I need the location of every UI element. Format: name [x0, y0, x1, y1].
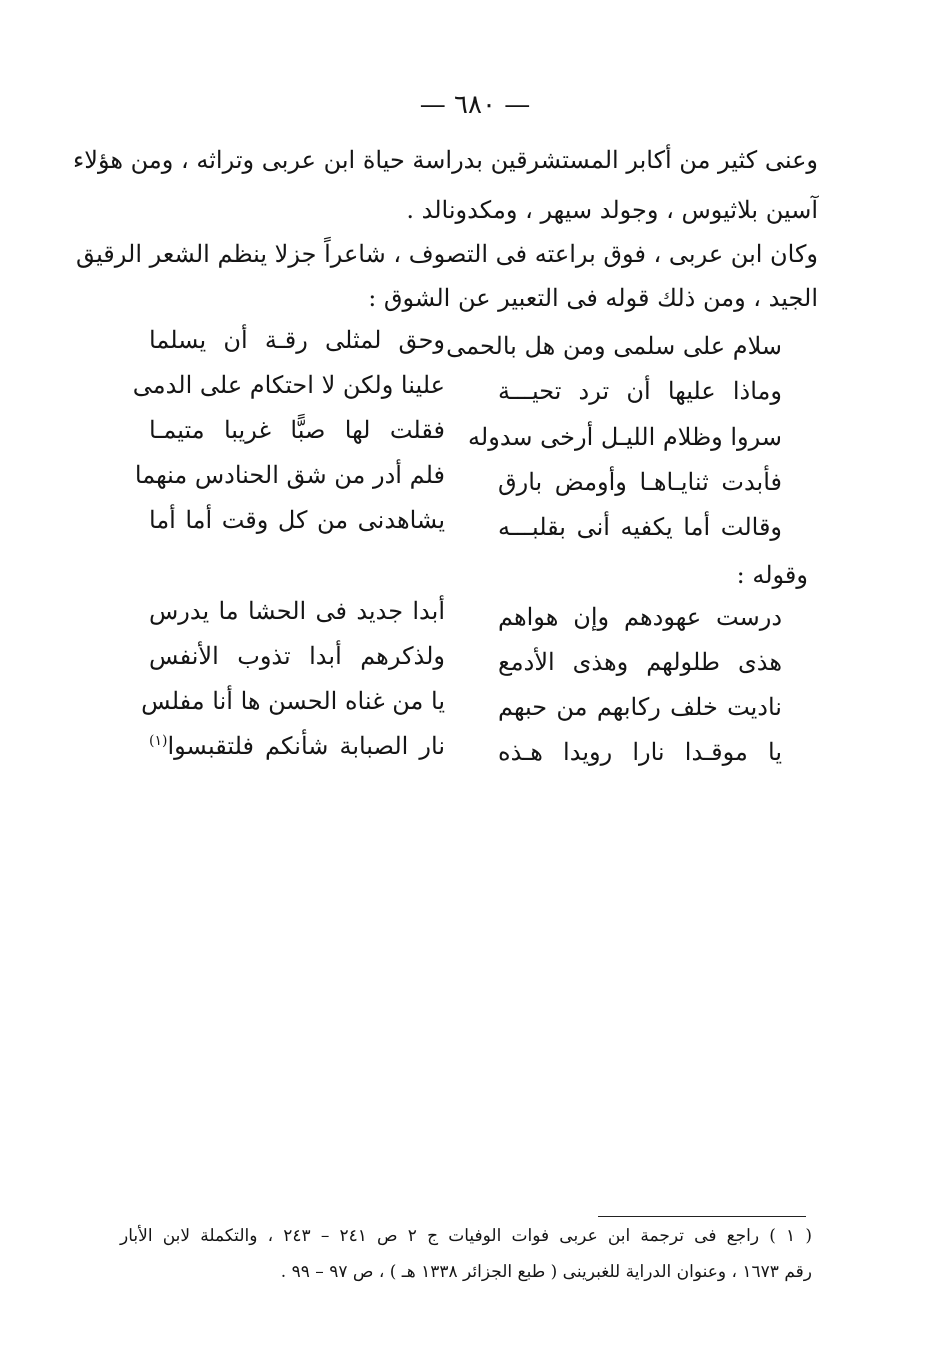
- poem-hemistich-second: يشاهدنى من كل وقت أما أما: [149, 506, 445, 534]
- poem-hemistich-first: هذى طلولهم وهذى الأدمع: [498, 648, 782, 676]
- poem-hemistich-second: وحق لمثلى رقـة أن يسلما: [149, 326, 445, 354]
- poem-intro: وقوله :: [736, 561, 808, 589]
- poem-hemistich-second: [149, 734, 445, 758]
- prose-line: الجيد ، ومن ذلك قوله فى التعبير عن الشوق :: [368, 284, 818, 312]
- poem-hemistich-first: سلام على سلمى ومن هل بالحمى: [446, 332, 782, 360]
- footnote-divider: [598, 1216, 806, 1217]
- poem-hemistich-second: فلم أدر من شق الحنادس منهما: [134, 461, 445, 489]
- footnote-marker: (١): [149, 733, 168, 749]
- poem-hemistich-second: فقلت لها صبًّا غريبا متيمـا: [149, 416, 445, 444]
- page-number: — ٦٨٠ —: [419, 90, 531, 120]
- footnote-line: رقم ١٦٧٣ ، وعنوان الدراية للغبرينى ( طبع الجزائر ١٣٣٨ هـ ) ، ص ٩٧ – ٩٩ .: [280, 1262, 812, 1282]
- prose-line: آسين بلاثيوس ، وجولد سيهر ، ومكدونالد .: [406, 196, 818, 224]
- poem-hemistich-second: علينا ولكن لا احتكام على الدمى: [132, 371, 445, 399]
- poem-hemistich-first: وماذا عليها أن ترد تحيـــة: [498, 377, 782, 405]
- prose-line: وعنى كثير من أكابر المستشرقين بدراسة حياة ابن عربى وتراثه ، ومن هؤلاء: [72, 146, 818, 174]
- poem-hemistich-first: ناديت خلف ركابهم من حبهم: [498, 693, 782, 721]
- poem-hemistich-second: يا من غناه الحسن ها أنا مفلس: [141, 687, 445, 715]
- poem-hemistich-second: أبدا جديد فى الحشا ما يدرس: [149, 597, 445, 625]
- poem-hemistich-first: درست عهودهم وإن هواهم: [498, 603, 782, 631]
- prose-line: وكان ابن عربى ، فوق براعته فى التصوف ، شاعراً جزلا ينظم الشعر الرقيق: [76, 240, 818, 268]
- poem-hemistich-first: يا موقـدا نارا رويدا هـذه: [498, 738, 782, 766]
- poem-hemistich-second: ولذكرهم أبدا تذوب الأنفس: [149, 642, 445, 670]
- poem-hemistich-first: وقالت أما يكفيه أنى بقلبـــه: [498, 513, 782, 541]
- footnote-line: ( ١ ) راجع فى ترجمة ابن عربى فوات الوفيات ج ٢ ص ٢٤١ – ٢٤٣ ، والتكملة لابن الأبار: [120, 1226, 812, 1246]
- poem-hemistich-first: سروا وظلام الليـل أرخى سدوله: [468, 423, 782, 451]
- hemistich-text: نار الصبابة شأنكم فلتقبسوا: [167, 732, 445, 760]
- poem-hemistich-first: فأبدت ثنايـاهـا وأومض بارق: [498, 468, 782, 496]
